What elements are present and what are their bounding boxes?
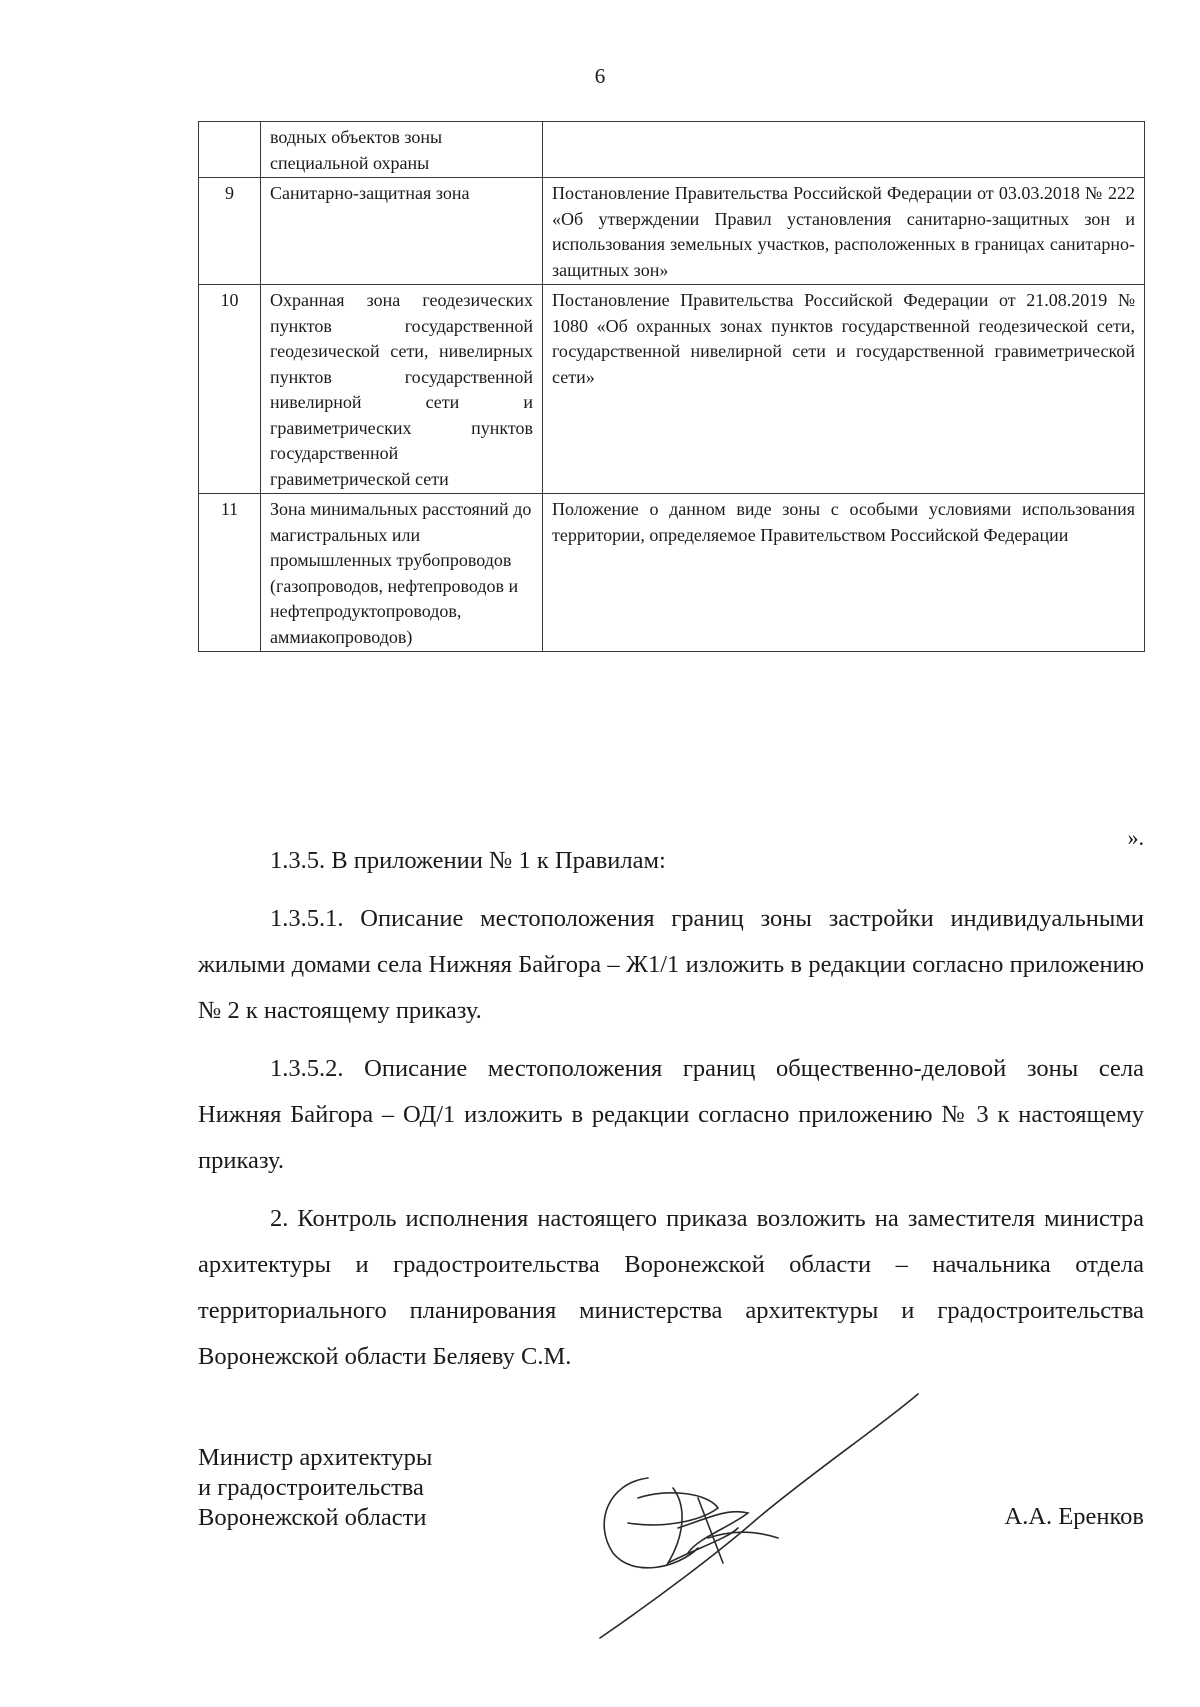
- legal-basis-cell: [543, 122, 1145, 178]
- legal-basis-cell: Постановление Правительства Российской Федерации от 21.08.2019 № 1080 «Об охранных зонах пунктов государственной геодезической сети, государственной нивелирной сети и государственной гравиметрической сети»: [543, 285, 1145, 494]
- row-number: 10: [199, 285, 261, 494]
- signer-name: А.А. Еренков: [1004, 1503, 1144, 1530]
- row-number: [199, 122, 261, 178]
- document-body: [198, 838, 1144, 1392]
- table-row: [199, 494, 1145, 652]
- zone-name-cell: Зона минимальных расстояний до магистральных или промышленных трубопроводов (газопроводов, нефтепроводов и нефтепродуктопроводов, аммиакопроводов): [261, 494, 543, 652]
- row-number: 11: [199, 494, 261, 652]
- table-row: [199, 285, 1145, 494]
- paragraph-2: 2. Контроль исполнения настоящего приказа возложить на заместителя министра архитектуры и градостроительства Воронежской области – начальника отдела территориального планирования министерства архитектуры и градостроительства Воронежской области Беляеву С.М.: [198, 1205, 1144, 1370]
- page-number: 6: [594, 64, 606, 88]
- handwritten-signature: [578, 1388, 958, 1648]
- signatory-position: [198, 1443, 432, 1533]
- table-row: [199, 122, 1145, 178]
- zone-name-cell: водных объектов зоны специальной охраны: [261, 122, 543, 178]
- zone-name-cell: Охранная зона геодезических пунктов государственной геодезической сети, нивелирных пунктов государственной нивелирной сети и гравиметрических пунктов государственной гравиметрической сети: [261, 285, 543, 494]
- paragraph-1-3-5-2: 1.3.5.2. Описание местоположения границ общественно-деловой зоны села Нижняя Байгора – ОД/1 изложить в редакции согласно приложению № 3 к настоящему приказу.: [198, 1055, 1144, 1174]
- paragraph-1-3-5: 1.3.5. В приложении № 1 к Правилам:: [270, 847, 666, 874]
- position-line: Воронежской области: [198, 1504, 427, 1531]
- zone-name-cell: Санитарно-защитная зона: [261, 178, 543, 285]
- row-number: 9: [199, 178, 261, 285]
- position-line: и градостроительства: [198, 1474, 424, 1501]
- legal-basis-cell: Положение о данном виде зоны с особыми условиями использования территории, определяемое Правительством Российской Федерации: [543, 494, 1145, 652]
- legal-basis-cell: Постановление Правительства Российской Федерации от 03.03.2018 № 222 «Об утверждении Правил установления санитарно-защитных зон и использования земельных участков, расположенных в границах санитарно-защитных зон»: [543, 178, 1145, 285]
- paragraph-1-3-5-1: 1.3.5.1. Описание местоположения границ зоны застройки индивидуальными жилыми домами села Нижняя Байгора – Ж1/1 изложить в редакции согласно приложению № 2 к настоящему приказу.: [198, 905, 1144, 1024]
- zones-table: [198, 121, 1145, 652]
- table-row: [199, 178, 1145, 285]
- position-line: Министр архитектуры: [198, 1444, 433, 1471]
- table-closing-quote: ».: [1127, 825, 1144, 850]
